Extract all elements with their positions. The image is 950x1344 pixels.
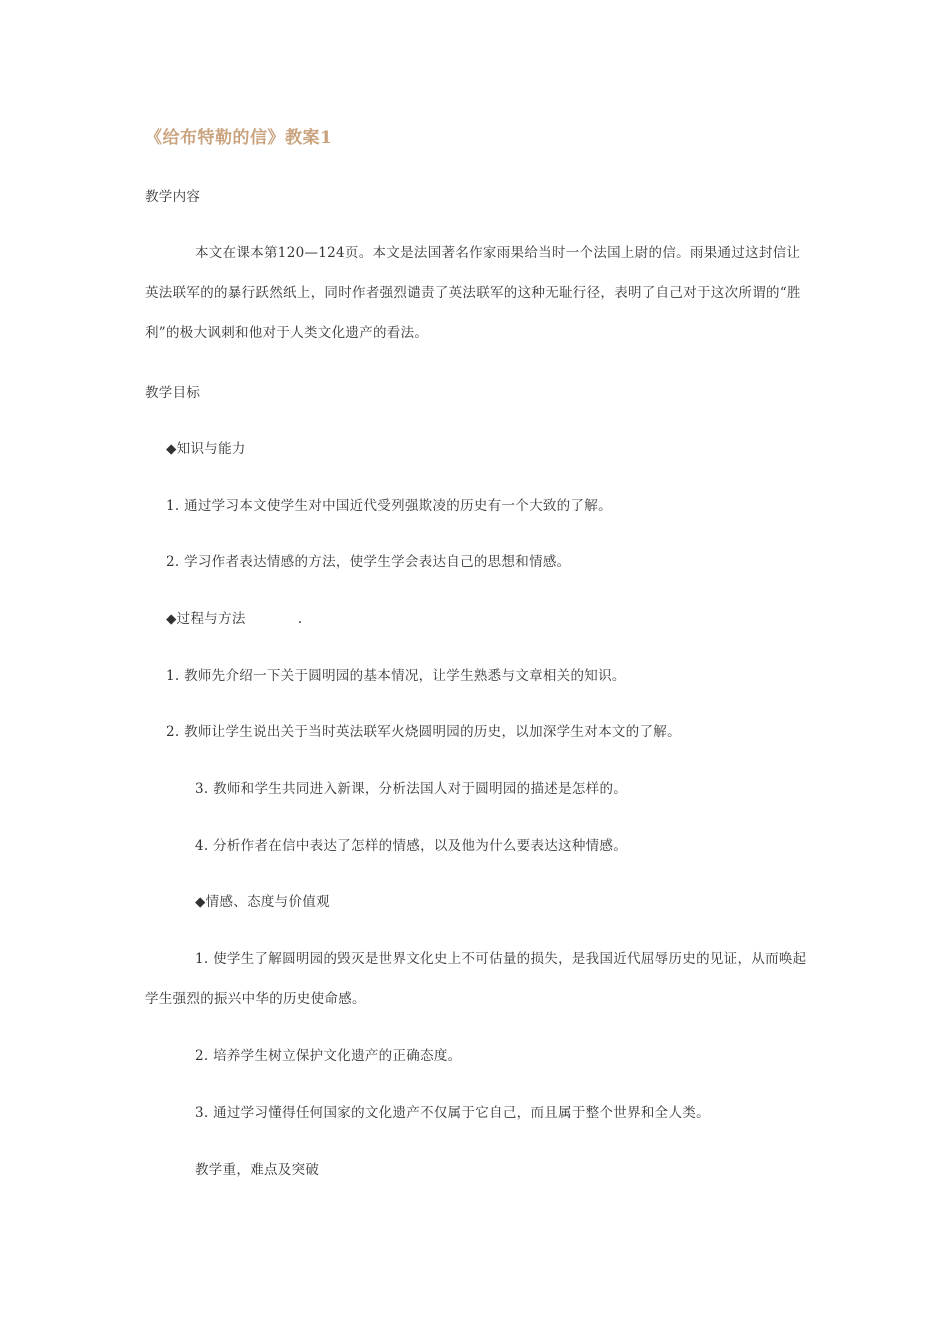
emotion-item-1: 1. 使学生了解圆明园的毁灭是世界文化史上不可估量的损失，是我国近代屈辱历史的见证，从而唤起学生强烈的振兴中华的历史使命感。 [145, 951, 807, 1007]
knowledge-ability-heading: ◆知识与能力 [166, 441, 246, 457]
emotion-attitude-heading: ◆情感、态度与价值观 [195, 894, 330, 910]
process-item-1: 1. 教师先介绍一下关于圆明园的基本情况，让学生熟悉与文章相关的知识。 [166, 668, 626, 684]
teaching-goals-heading: 教学目标 [145, 385, 201, 401]
emotion-item-2: 2. 培养学生树立保护文化遗产的正确态度。 [195, 1048, 462, 1064]
teaching-content-paragraph: 本文在课本第120—124页。本文是法国著名作家雨果给当时一个法国上尉的信。雨果通过这封信让英法联军的的暴行跃然纸上，同时作者强烈谴责了英法联军的这种无耻行径，表明了自己对于这次所谓的“胜利”的极大讽刺和他对于人类文化遗产的看法。 [145, 245, 801, 341]
process-method-line [166, 609, 302, 629]
knowledge-item-2: 2. 学习作者表达情感的方法，使学生学会表达自己的思想和情感。 [166, 554, 571, 570]
process-method-dot: . [297, 611, 303, 627]
process-item-3: 3. 教师和学生共同进入新课，分析法国人对于圆明园的描述是怎样的。 [195, 781, 628, 797]
key-points-heading: 教学重，难点及突破 [195, 1162, 320, 1178]
process-method-heading: ◆过程与方法 [166, 611, 246, 627]
knowledge-item-1: 1. 通过学习本文使学生对中国近代受列强欺凌的历史有一个大致的了解。 [166, 498, 612, 514]
process-item-2: 2. 教师让学生说出关于当时英法联军火烧圆明园的历史，以加深学生对本文的了解。 [166, 724, 681, 740]
document-title: 《给布特勒的信》教案1 [145, 128, 333, 148]
emotion-item-3: 3. 通过学习懂得任何国家的文化遗产不仅属于它自己，而且属于整个世界和全人类。 [195, 1105, 710, 1121]
process-item-4: 4. 分析作者在信中表达了怎样的情感，以及他为什么要表达这种情感。 [195, 838, 628, 854]
teaching-content-heading: 教学内容 [145, 189, 201, 205]
